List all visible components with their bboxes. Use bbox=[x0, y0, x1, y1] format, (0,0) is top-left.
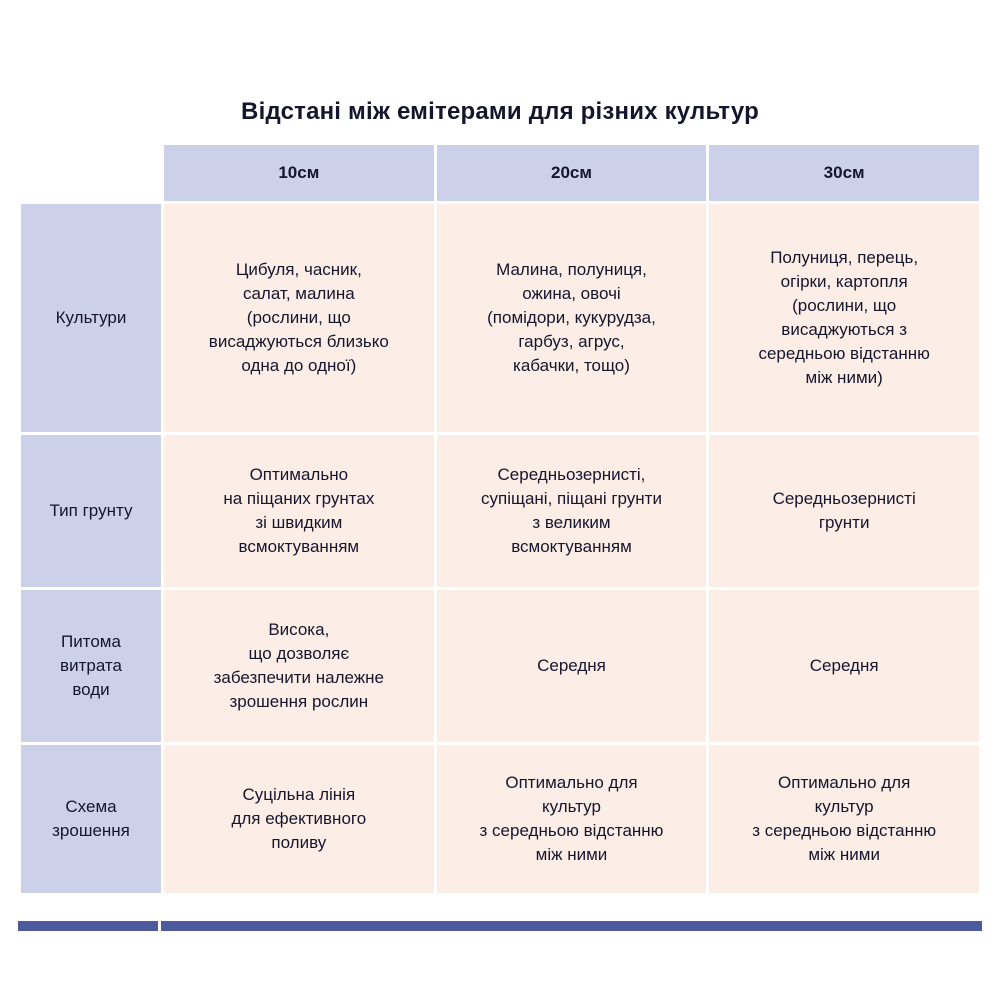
cell-soil-10cm: Оптимально на піщаних грунтах зі швидким всмоктуванням bbox=[164, 435, 434, 587]
cell-crops-10cm: Цибуля, часник, салат, малина (рослини, що висаджуються близько одна до одної) bbox=[164, 204, 434, 432]
column-header-20cm: 20см bbox=[437, 145, 707, 201]
row-header-irrigation-scheme: Схема зрошення bbox=[21, 745, 161, 893]
cell-soil-20cm: Середньозернисті, супіщані, піщані грунти з великим всмоктуванням bbox=[437, 435, 707, 587]
page-title: Відстані між емітерами для різних культур bbox=[241, 98, 759, 125]
cell-scheme-30cm: Оптимально для культур з середньою відстанню між ними bbox=[709, 745, 979, 893]
table-row bbox=[21, 435, 979, 587]
column-header-30cm: 30см bbox=[709, 145, 979, 201]
comparison-table bbox=[18, 142, 982, 896]
row-header-crops: Культури bbox=[21, 204, 161, 432]
table-corner-cell bbox=[21, 145, 161, 201]
table-row bbox=[21, 204, 979, 432]
cell-crops-20cm: Малина, полуниця, ожина, овочі (помідори, кукурудза, гарбуз, агрус, кабачки, тощо) bbox=[437, 204, 707, 432]
row-header-soil-type: Тип грунту bbox=[21, 435, 161, 587]
table-head bbox=[21, 145, 979, 201]
cell-scheme-10cm: Суцільна лінія для ефективного поливу bbox=[164, 745, 434, 893]
row-header-water-consumption: Питома витрата води bbox=[21, 590, 161, 742]
table-row bbox=[21, 590, 979, 742]
footer-accent-bar-right bbox=[161, 921, 982, 931]
cell-scheme-20cm: Оптимально для культур з середньою відстанню між ними bbox=[437, 745, 707, 893]
cell-soil-30cm: Середньозернисті грунти bbox=[709, 435, 979, 587]
table-row bbox=[21, 745, 979, 893]
column-header-10cm: 10см bbox=[164, 145, 434, 201]
cell-crops-30cm: Полуниця, перець, огірки, картопля (рослини, що висаджуються з середньою відстанню між ними) bbox=[709, 204, 979, 432]
footer-accent-bar-left bbox=[18, 921, 158, 931]
table-body bbox=[21, 204, 979, 893]
table-header-row bbox=[21, 145, 979, 201]
cell-water-10cm: Висока, що дозволяє забезпечити належне зрошення рослин bbox=[164, 590, 434, 742]
cell-water-30cm: Середня bbox=[709, 590, 979, 742]
cell-water-20cm: Середня bbox=[437, 590, 707, 742]
